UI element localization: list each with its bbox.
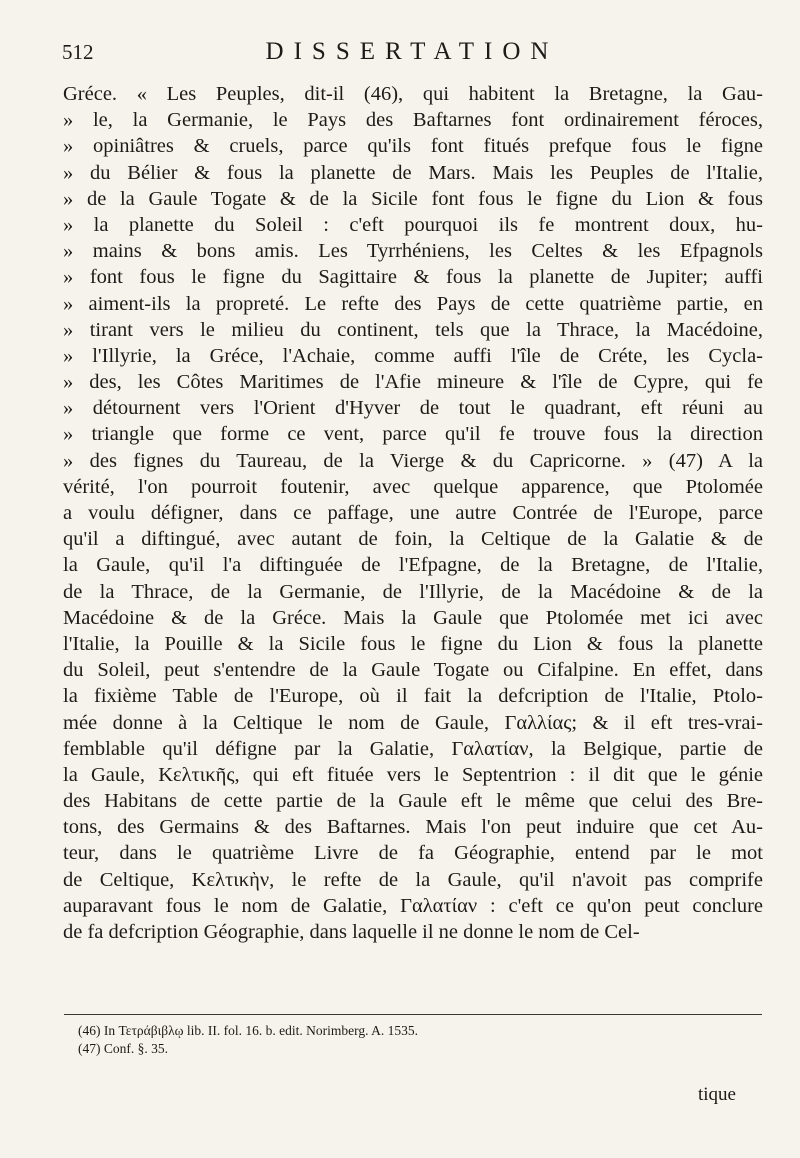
- text-line: l'Italie, la Pouille & la Sicile fous le figne du Lion & fous la planette: [63, 632, 763, 655]
- text-line: » tirant vers le milieu du continent, tels que la Thrace, la Macédoine,: [63, 318, 763, 341]
- text-line: a voulu défigner, dans ce paffage, une autre Contrée de l'Europe, parce: [63, 502, 763, 524]
- text-line: femblable qu'il défigne par la Galatie, Γαλατίαν, la Belgique, partie de: [63, 737, 763, 760]
- text-line: mée donne à la Celtique le nom de Gaule, Γαλλίας; & il eft tres-vrai-: [63, 711, 763, 734]
- text-line: la Gaule, Κελτικῆς, qui eft fituée vers le Septentrion : il dit que le génie: [63, 763, 763, 786]
- body-text: [63, 81, 763, 945]
- catchword: tique: [698, 1084, 736, 1105]
- text-line: la fixième Table de l'Europe, où il fait la defcription de l'Italie, Ptolo-: [63, 685, 763, 708]
- text-line: » opiniâtres & cruels, parce qu'ils font fitués prefque fous le figne: [63, 135, 763, 158]
- text-line: la Gaule, qu'il l'a diftinguée de l'Efpagne, de la Bretagne, de l'Italie,: [63, 554, 763, 577]
- text-line: » mains & bons amis. Les Tyrrhéniens, les Celtes & les Efpagnols: [63, 240, 763, 263]
- text-line: qu'il a diftingué, avec autant de foin, la Celtique de la Galatie & de: [63, 528, 763, 551]
- text-line: Gréce. « Les Peuples, dit-il (46), qui habitent la Bretagne, la Gau-: [63, 83, 763, 105]
- text-line: teur, dans le quatrième Livre de fa Géographie, entend par le mot: [63, 842, 763, 865]
- text-line: » de la Gaule Togate & de la Sicile font fous le figne du Lion & fous: [63, 187, 763, 210]
- text-line: » le, la Germanie, le Pays des Baftarnes font ordinairement féroces,: [63, 109, 763, 132]
- text-line: » aiment-ils la propreté. Le refte des Pays de cette quatrième partie, en: [63, 292, 763, 315]
- text-line: » triangle que forme ce vent, parce qu'il fe trouve fous la direction: [63, 423, 763, 446]
- footnote: (46) In Τετράβιβλῳ lib. II. fol. 16. b. edit. Norimberg. A. 1535.: [78, 1023, 418, 1038]
- text-line: de fa defcription Géographie, dans laquelle il ne donne le nom de Cel-: [63, 921, 640, 943]
- text-line: auparavant fous le nom de Galatie, Γαλατίαν : c'eft ce qu'on peut conclure: [63, 894, 763, 917]
- text-line: » l'Illyrie, la Gréce, l'Achaie, comme auffi l'île de Créte, les Cycla-: [63, 344, 763, 367]
- text-line: » des, les Côtes Maritimes de l'Afie mineure & l'île de Cypre, qui fe: [63, 371, 763, 394]
- running-title: DISSERTATION: [265, 38, 559, 65]
- text-line: du Soleil, peut s'entendre de la Gaule Togate ou Cifalpine. En effet, dans: [63, 659, 763, 682]
- text-line: tons, des Germains & des Baftarnes. Mais l'on peut induire que cet Au-: [63, 816, 763, 839]
- footnote: (47) Conf. §. 35.: [78, 1041, 168, 1056]
- footnote-divider: [64, 1014, 762, 1015]
- text-line: de Celtique, Κελτικὴν, le refte de la Gaule, qu'il n'avoit pas comprife: [63, 868, 763, 891]
- page-number: 512: [62, 40, 94, 64]
- page-header: [62, 36, 762, 72]
- text-line: » des fignes du Taureau, de la Vierge & du Capricorne. » (47) A la: [63, 449, 763, 472]
- text-line: des Habitans de cette partie de la Gaule eft le même que celui des Bre-: [63, 790, 763, 813]
- text-line: vérité, l'on pourroit foutenir, avec quelque apparence, que Ptolomée: [63, 475, 763, 498]
- text-line: Macédoine & de la Gréce. Mais la Gaule que Ptolomée met ici avec: [63, 606, 763, 629]
- text-line: » du Bélier & fous la planette de Mars. Mais les Peuples de l'Italie,: [63, 161, 763, 184]
- text-line: » la planette du Soleil : c'eft pourquoi ils fe montrent doux, hu-: [63, 213, 763, 236]
- footnotes: [78, 1022, 758, 1058]
- text-line: » détournent vers l'Orient d'Hyver de tout le quadrant, eft réuni au: [63, 397, 763, 420]
- text-line: » font fous le figne du Sagittaire & fous la planette de Jupiter; auffi: [63, 266, 763, 289]
- text-line: de la Thrace, de la Germanie, de l'Illyrie, de la Macédoine & de la: [63, 580, 763, 603]
